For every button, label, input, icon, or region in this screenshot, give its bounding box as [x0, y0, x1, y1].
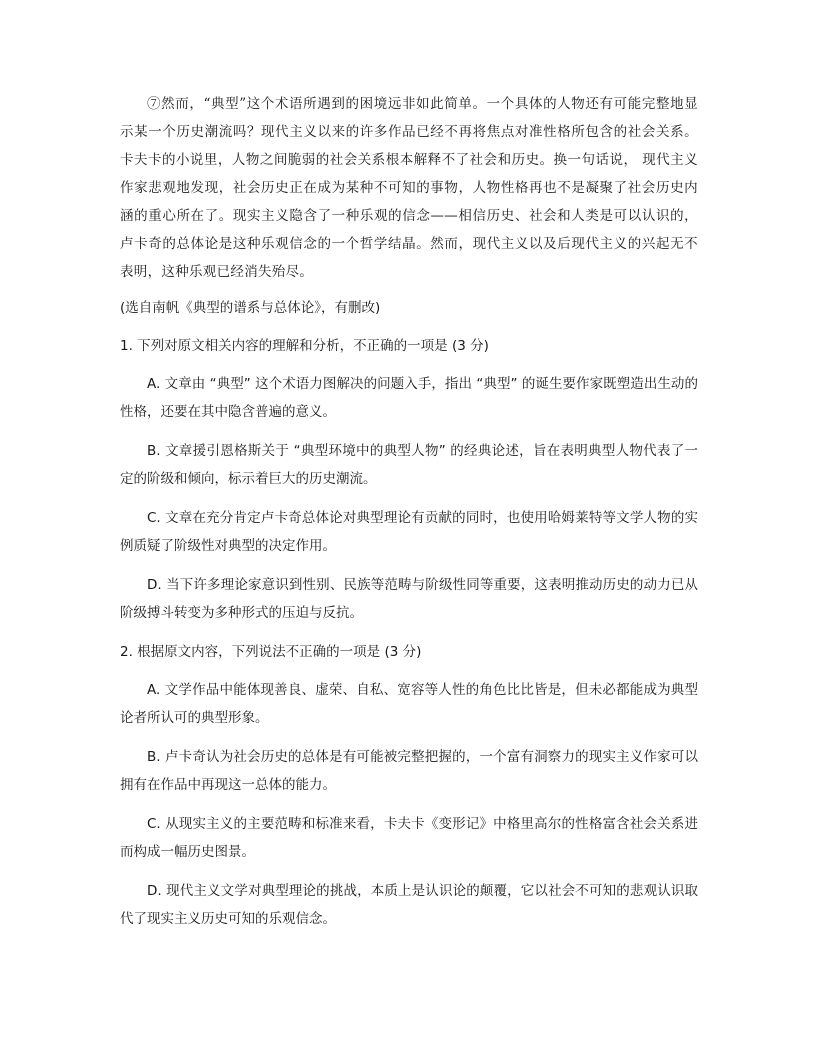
document-page: [120, 90, 698, 944]
option-d: D. 当下许多理论家意识到性别、民族等范畴与阶级性同等重要，这表明推动历史的动力已从阶级搏斗转变为多种形式的压迫与反抗。: [120, 577, 698, 621]
option-b: B. 卢卡奇认为社会历史的总体是有可能被完整把握的，一个富有洞察力的现实主义作家可以拥有在作品中再现这一总体的能力。: [120, 749, 698, 793]
option-a: A. 文学作品中能体现善良、虚荣、自私、宽容等人性的角色比比皆是，但未必都能成为典型论者所认可的典型形象。: [120, 682, 698, 726]
option-d: D. 现代主义文学对典型理论的挑战，本质上是认识论的颠覆，它以社会不可知的悲观认识取代了现实主义历史可知的乐观信念。: [120, 883, 698, 927]
question-stem: 2. 根据原文内容，下列说法不正确的一项是 (3 分): [120, 644, 422, 660]
option-a: A. 文章由 “典型” 这个术语力图解决的问题入手，指出 “典型” 的诞生要作家既塑造出生动的性格，还要在其中隐含普遍的意义。: [120, 376, 698, 420]
question-2: [120, 638, 698, 933]
option-c: C. 从现实主义的主要范畴和标准来看，卡夫卡《变形记》中格里高尔的性格富含社会关系进而构成一幅历史图景。: [120, 816, 698, 860]
option-c: C. 文章在充分肯定卢卡奇总体论对典型理论有贡献的同时，也使用哈姆莱特等文学人物的实例质疑了阶级性对典型的决定作用。: [120, 510, 698, 554]
passage-paragraph: ⑦然而，“典型”这个术语所遇到的困境远非如此简单。一个具体的人物还有可能完整地显示某一个历史潮流吗？现代主义以来的许多作品已经不再将焦点对准性格所包含的社会关系。卡夫卡的小说里，人物之间脆弱的社会关系根本解释不了社会和历史。换一句话说， 现代主义作家悲观地发现，社会历史正在成为某种不可知的事物，人物性格再也不是凝聚了社会历史内涵的重心所在了。现实主义隐含了一种乐观的信念——相信历史、社会和人类是可以认识的，卢卡奇的总体论是这种乐观信念的一个哲学结晶。然而，现代主义以及后现代主义的兴起无不表明，这种乐观已经消失殆尽。: [120, 96, 698, 280]
option-b: B. 文章援引恩格斯关于 “典型环境中的典型人物” 的经典论述，旨在表明典型人物代表了一定的阶级和倾向，标示着巨大的历史潮流。: [120, 443, 698, 487]
question-stem: 1. 下列对原文相关内容的理解和分析，不正确的一项是 (3 分): [120, 338, 489, 354]
question-1: [120, 332, 698, 627]
passage-source: (选自南帆《典型的谱系与总体论》，有删改): [120, 300, 381, 316]
